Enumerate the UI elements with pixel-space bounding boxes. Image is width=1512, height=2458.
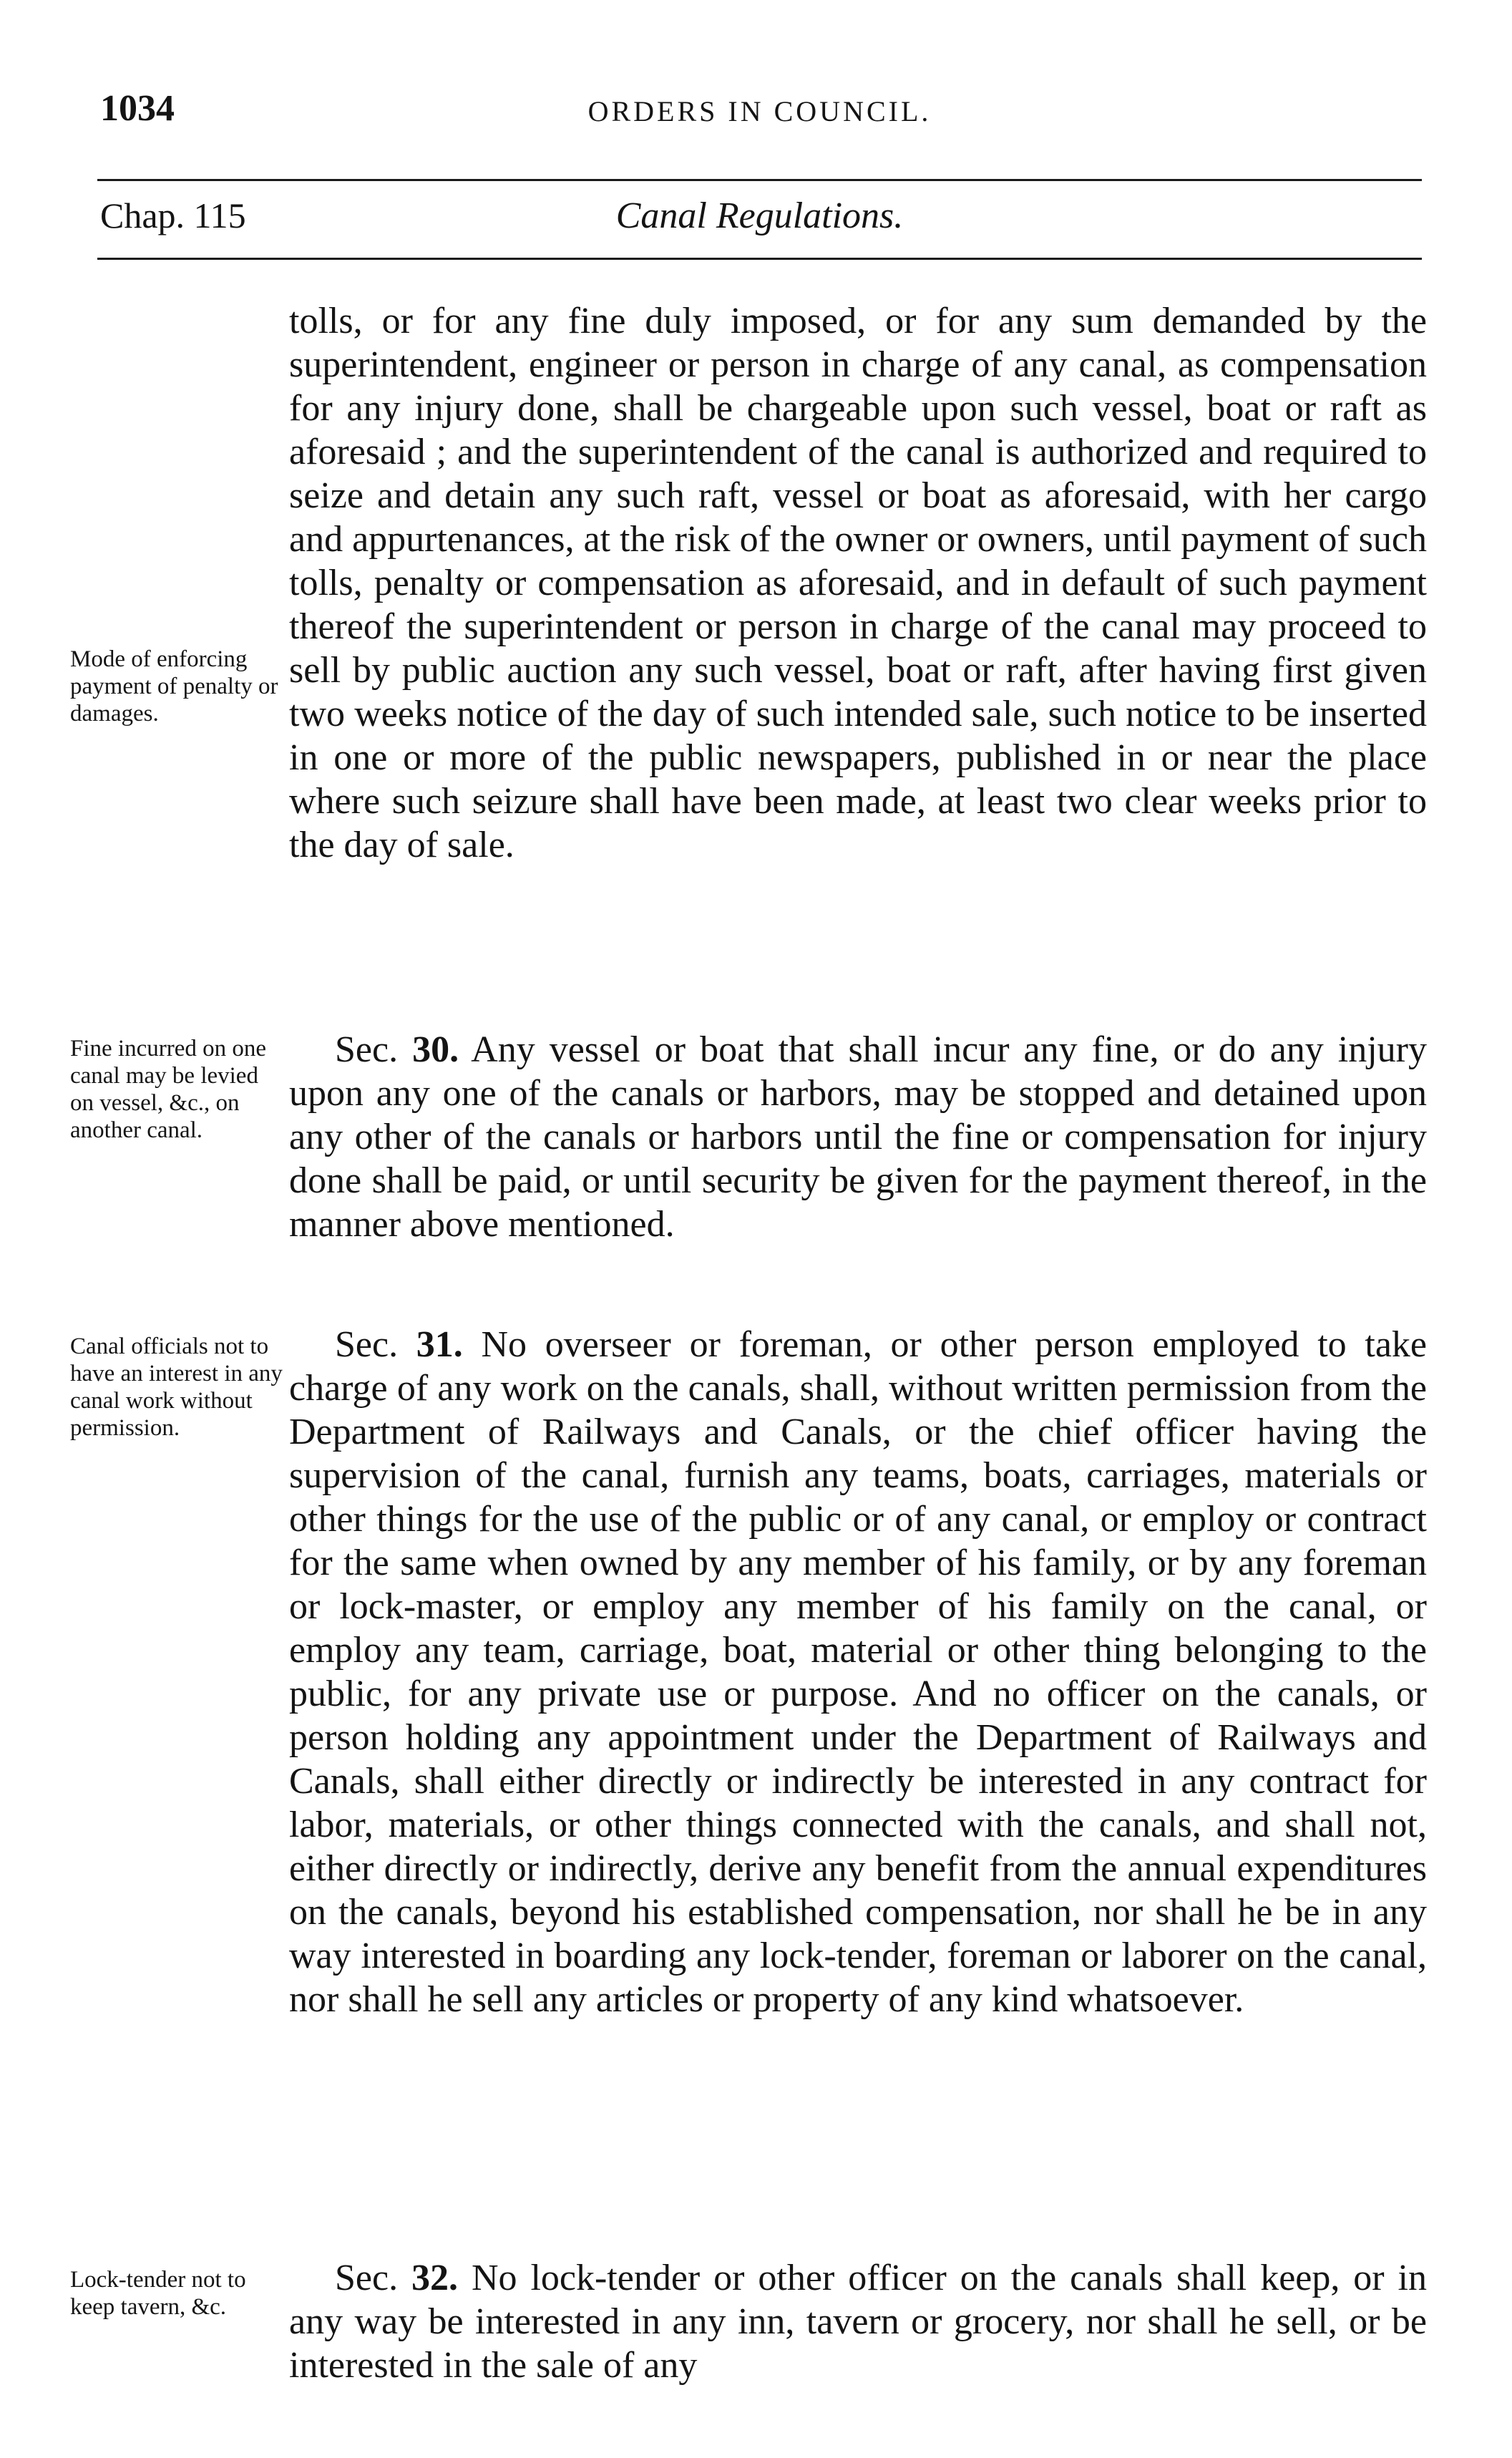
page-header	[100, 87, 1419, 130]
running-head: ORDERS IN COUNCIL.	[587, 95, 932, 127]
section-number: 32.	[411, 2258, 459, 2298]
section-label: Sec.	[335, 1324, 416, 1365]
section-31	[289, 1323, 1427, 2021]
paragraph-text: tolls, or for any fine duly imposed, or for any sum demanded by the superintendent, engineer or person in charge of any canal, as compensation for any injury done, shall be chargeable upon such vessel, boat or raft as aforesaid ; and the superintendent of the canal is authorized and required to seize and detain any such raft, vessel or boat as aforesaid, with her cargo and appurtenances, at the risk of the owner or owners, until payment of such tolls, penalty or compensation as aforesaid, and in default of such payment thereof the superintendent or person in charge of the canal may proceed to sell by public auction any such vessel, boat or raft, after having first given two weeks notice of the day of such intended sale, such notice to be inserted in one or more of the public newspapers, published in or near the place where such seizure shall have been made, at least two clear weeks prior to the day of sale.	[289, 301, 1427, 865]
section-title: Canal Regulations.	[615, 195, 904, 236]
section-number: 31.	[416, 1324, 463, 1365]
section-32	[289, 2256, 1427, 2387]
margin-note-lock-tender: Lock-tender not to keep tavern, &c.	[70, 2267, 246, 2320]
margin-note-mode-of-enforcing: Mode of enforcing payment of penalty or damages.	[70, 646, 278, 727]
section-text: No overseer or foreman, or other person employed to take charge of any work on the canals, shall, without written permission from the Department of Railways and Canals, or the chief officer having the supervision of the canal, furnish any teams, boats, carriages, materials or other things for the use of the public or of any canal, or employ or contract for the same when owned by any member of his family, or by any foreman or lock-master, or employ any member of his family on the canal, or employ any team, carriage, boat, material or other thing belonging to the public, for any private use or purpose. And no officer on the canals, or person holding any appointment under the Department of Railways and Canals, shall either directly or indirectly be interested in any contract for labor, materials, or other things connected with the canals, and shall not, either directly or indirectly, derive any benefit from the annual expenditures on the canals, beyond his established compensation, nor shall he be in any way interested in boarding any lock-tender, foreman or laborer on the canal, nor shall he sell any articles or property of any kind whatsoever.	[289, 1324, 1427, 2020]
section-label: Sec.	[335, 2258, 412, 2298]
section-label: Sec.	[335, 1029, 413, 1070]
section-31-paragraph	[289, 1323, 1427, 2021]
section-text: No lock-tender or other officer on the canals shall keep, or in any way be interested in any inn, tavern or grocery, nor shall he sell, or be interested in the sale of any	[289, 2258, 1427, 2386]
chapter-label: Chap. 115	[100, 195, 246, 235]
page-number: 1034	[100, 88, 175, 129]
margin-note-fine-incurred: Fine incurred on one canal may be levied on vessel, &c., on another canal.	[70, 1036, 267, 1143]
top-rule	[97, 179, 1422, 181]
section-text: Any vessel or boat that shall incur any fine, or do any injury upon any one of the canals or harbors, may be stopped and detained upon any other of the canals or harbors until the fine or compensation for injury done shall be paid, or until security be given for the payment thereof, in the manner above mentioned.	[289, 1029, 1427, 1245]
bottom-rule	[97, 258, 1422, 260]
section-30	[289, 1028, 1427, 1246]
section-30-paragraph	[289, 1028, 1427, 1246]
section-32-paragraph	[289, 2256, 1427, 2387]
section-number: 30.	[412, 1029, 459, 1070]
chapter-heading	[100, 195, 1419, 245]
margin-note-canal-officials: Canal officials not to have an interest in any canal work without permission.	[70, 1334, 283, 1441]
paragraph-continuation	[289, 299, 1427, 867]
